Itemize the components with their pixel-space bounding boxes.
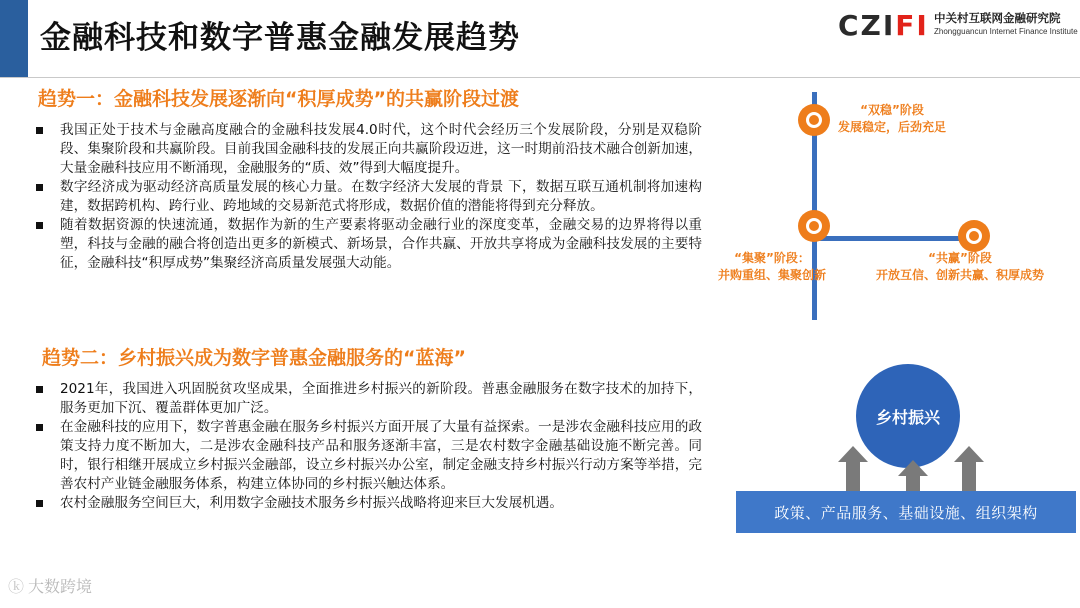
stage1-desc: 发展稳定，后劲充足 — [838, 120, 947, 134]
institute-logo — [838, 9, 1078, 42]
stage2-node-icon — [798, 210, 830, 242]
title-divider — [0, 77, 1080, 78]
bullet-text: 数字经济成为驱动经济高质量发展的核心力量。在数字经济大发展的背景 下，数据互联互通机制将加速构建，数据跨机构、跨行业、跨地域的交易新范式将形成，数据价值的潜能将得到充分释放。 — [60, 179, 702, 214]
list-item — [36, 494, 702, 513]
section2-heading: 趋势二：乡村振兴成为数字普惠金融服务的“蓝海” — [42, 347, 466, 369]
list-item — [36, 216, 702, 273]
bullet-text: 2021年，我国进入巩固脱贫攻坚成果，全面推进乡村振兴的新阶段。普惠金融服务在数字技术的加持下，服务更加下沉、覆盖群体更加广泛。 — [60, 381, 702, 416]
stage3-node-icon — [958, 220, 990, 252]
stage1-node-icon — [798, 104, 830, 136]
page-title: 金融科技和数字普惠金融发展趋势 — [40, 20, 520, 56]
logo-name-cn: 中关村互联网金融研究院 — [934, 11, 1061, 25]
logo-name-en: Zhongguancun Internet Finance Institute — [934, 27, 1078, 36]
stage2-label — [718, 250, 826, 284]
logo-text — [934, 11, 1078, 38]
stage-diagram — [700, 80, 1080, 330]
kk-logo-icon: ⓚ — [8, 577, 25, 596]
bullet-square-icon — [36, 386, 43, 393]
bullet-square-icon — [36, 184, 43, 191]
stage-axis-horizontal — [812, 236, 974, 241]
watermark — [8, 574, 92, 597]
bullet-square-icon — [36, 127, 43, 134]
title-accent-bar — [0, 0, 28, 78]
stage1-title: “双稳”阶段 — [860, 103, 924, 117]
rural-revitalization-bubble: 乡村振兴 — [856, 364, 960, 468]
logo-mark-left: CZI — [838, 9, 896, 42]
stage3-title: “共赢”阶段 — [928, 251, 992, 265]
stage3-label — [876, 250, 1044, 284]
logo-mark-right: FI — [895, 9, 929, 42]
up-arrow-icon — [954, 446, 984, 490]
bullet-square-icon — [36, 500, 43, 507]
stage2-title: “集聚”阶段： — [734, 251, 810, 265]
list-item — [36, 380, 702, 418]
foundation-bar: 政策、产品服务、基础设施、组织架构 — [736, 491, 1076, 533]
rural-revitalization-diagram — [720, 358, 1080, 548]
bullet-square-icon — [36, 222, 43, 229]
list-item — [36, 178, 702, 216]
logo-mark — [838, 10, 929, 42]
stage2-desc: 并购重组、集聚创新 — [718, 268, 827, 282]
bullet-square-icon — [36, 424, 43, 431]
stage3-desc: 开放互信、创新共赢、积厚成势 — [876, 268, 1045, 282]
list-item — [36, 418, 702, 494]
list-item — [36, 121, 702, 178]
section2-bullet-list — [36, 380, 702, 513]
bullet-text: 随着数据资源的快速流通，数据作为新的生产要素将驱动金融行业的深度变革，金融交易的边界将得以重塑，科技与金融的融合将创造出更多的新模式、新场景，合作共赢、开放共享将成为金融科技发展的主要特征，金融科技“积厚成势”集聚经济高质量发展强大动能。 — [60, 217, 702, 271]
section1-heading: 趋势一：金融科技发展逐渐向“积厚成势”的共赢阶段过渡 — [38, 88, 519, 110]
bullet-text: 农村金融服务空间巨大，利用数字金融技术服务乡村振兴战略将迎来巨大发展机遇。 — [60, 495, 563, 511]
up-arrow-icon — [838, 446, 868, 490]
bullet-text: 在金融科技的应用下，数字普惠金融在服务乡村振兴方面开展了大量有益探索。一是涉农金融科技应用的政策支持力度不断加大，二是涉农金融科技产品和服务逐渐丰富，三是农村数字金融基础设施不断完善。同时，银行相继开展成立乡村振兴金融部，设立乡村振兴办公室，制定金融支持乡村振兴行动方案等举措，完善农村产业链金融服务体系，构建立体协同的乡村振兴触达体系。 — [60, 419, 702, 492]
section1-bullet-list — [36, 121, 702, 273]
watermark-text: 大数跨境 — [28, 577, 93, 596]
stage1-label — [838, 102, 946, 136]
bullet-text: 我国正处于技术与金融高度融合的金融科技发展4.0时代，这个时代会经历三个发展阶段，分别是双稳阶段、集聚阶段和共赢阶段。目前我国金融科技的发展正向共赢阶段迈进，这一时期前沿技术融合创新加速，大量金融科技应用不断涌现，金融服务的“质、效”得到大幅度提升。 — [60, 122, 702, 176]
